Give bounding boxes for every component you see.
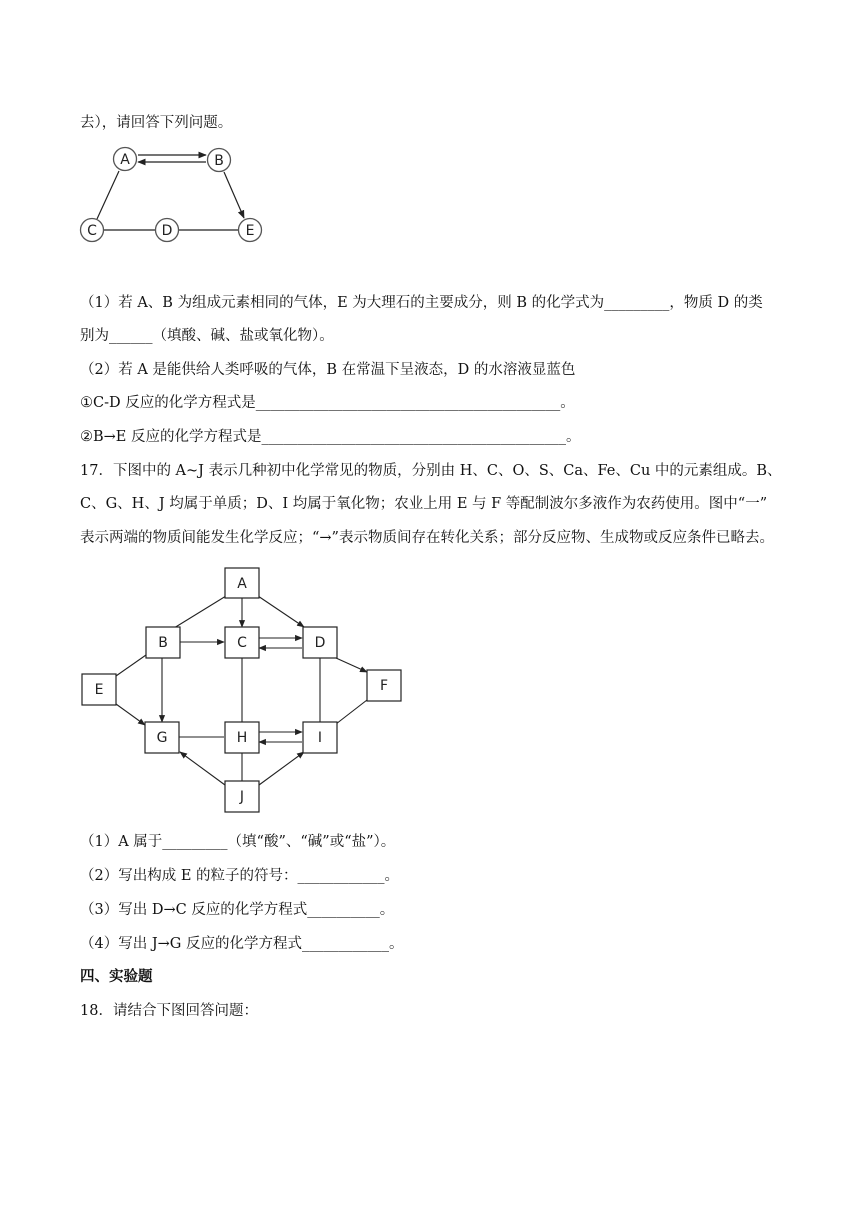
link-b-e	[116, 655, 146, 676]
svg-text:A: A	[120, 152, 130, 168]
node-e	[82, 674, 116, 705]
svg-text:H: H	[236, 730, 248, 746]
node-g	[145, 722, 179, 753]
text-line-8: C、G、H、J 均属于单质；D、I 均属于氧化物；农业上用 E 与 F 等配制波尔多液作为农药使用。图中“一”	[80, 496, 768, 512]
svg-text:D: D	[314, 635, 326, 651]
svg-text:A: A	[237, 576, 247, 592]
link-a-b	[174, 596, 226, 628]
node-h	[225, 722, 259, 753]
text-line-6: ②B→E 反应的化学方程式是__________________________________________。	[80, 429, 581, 445]
text-line-13: （4）写出 J→G 反应的化学方程式____________。	[80, 936, 404, 952]
node-d	[303, 627, 337, 658]
text-line-5: ①C-D 反应的化学方程式是__________________________________________。	[80, 395, 575, 411]
arrow-e-to-g	[116, 704, 145, 725]
svg-text:J: J	[239, 789, 245, 805]
arrow-d-to-f	[336, 658, 367, 672]
arrow-j-to-i	[259, 752, 304, 785]
node-j	[225, 781, 259, 812]
section-heading: 四、实验题	[80, 969, 153, 985]
node-c	[225, 627, 259, 658]
svg-text:C: C	[87, 223, 97, 239]
svg-text:D: D	[161, 223, 173, 239]
text-line-9: 表示两端的物质间能发生化学反应；“→”表示物质间存在转化关系；部分反应物、生成物或反应条件已略去。	[80, 530, 774, 546]
text-line-7: 17．下图中的 A~J 表示几种初中化学常见的物质，分别由 H、C、O、S、Ca、Fe、Cu 中的元素组成。B、	[80, 463, 782, 479]
text-line-12: （3）写出 D→C 反应的化学方程式__________。	[80, 902, 395, 918]
node-a	[225, 568, 259, 598]
arrow-j-to-g	[180, 752, 225, 785]
text-line-4: （2）若 A 是能供给人类呼吸的气体，B 在常温下呈液态，D 的水溶液显蓝色	[80, 362, 576, 378]
text-line-2: （1）若 A、B 为组成元素相同的气体，E 为大理石的主要成分，则 B 的化学式为_________，物质 D 的类	[80, 295, 763, 311]
svg-text:E: E	[94, 682, 104, 698]
svg-text:E: E	[245, 223, 255, 239]
node-i	[303, 722, 337, 753]
svg-text:G: G	[156, 730, 168, 746]
text-line-11: （2）写出构成 E 的粒子的符号：____________。	[80, 868, 400, 884]
text-line-15: 18．请结合下图回答问题：	[80, 1003, 258, 1019]
svg-text:I: I	[317, 730, 323, 746]
text-line-3: 别为______（填酸、碱、盐或氧化物）。	[80, 328, 334, 344]
svg-text:B: B	[158, 635, 168, 651]
svg-text:C: C	[237, 635, 247, 651]
svg-text:F: F	[379, 678, 389, 694]
link-f-i	[336, 700, 367, 724]
arrow-a-to-d	[258, 596, 304, 627]
node-b	[146, 627, 180, 658]
svg-text:B: B	[214, 153, 224, 169]
node-f	[367, 670, 401, 701]
text-line-1: 去），请回答下列问题。	[80, 115, 233, 131]
text-line-10: （1）A 属于_________（填“酸”、“碱”或“盐”）。	[80, 834, 396, 850]
